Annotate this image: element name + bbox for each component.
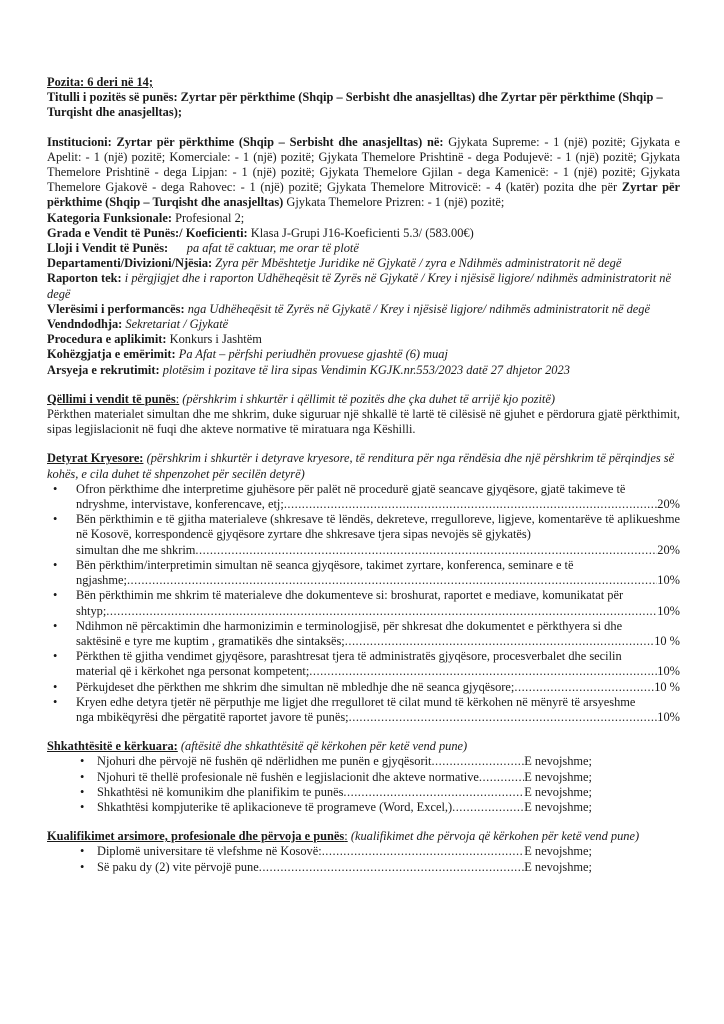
- bullet-icon: •: [53, 481, 58, 496]
- qualifications-list: [47, 844, 680, 874]
- institution-title-1: Zyrtar për përkthime (Shqip – Serbisht dhe anasjelltas) në:: [116, 134, 444, 149]
- qualifications-heading-line: Kualifikimet arsimore, profesionale dhe përvoja e punës: (kualifikimet dhe përvoja që kërkohen për ketë vend pune): [47, 829, 640, 844]
- bullet-icon: •: [53, 649, 58, 664]
- institution-text-1: Gjykata Supreme: - 1 (një) pozitë; Gjykata e Apelit: - 1 (një) pozitë; Komerciale: - 1 (një) pozitë; Gjykata Themelore Prishtinë - dega Podujevë: - 1 (një) pozitë; Gjykata Themelore Prishtinë - dega Lipjan: - 1 (një) pozitë; Gjykata Themelore Gjilan - dega Kamenicë: - 1 (një) pozitë; Gjykata Themelore Gjakovë - dega Rahovec: - 1 (një) pozitë; Gjykata Themelore Mitrovicë: - 4 (katër) pozita dhe për: [47, 134, 681, 195]
- field-procedure: Procedura e aplikimit: Konkurs i Jashtëm: [47, 332, 262, 347]
- field-type: Lloji i Vendit të Punës: pa afat të caktuar, me orar të plotë: [47, 241, 359, 256]
- skills-heading-line: Shkathtësitë e kërkuara: (aftësitë dhe shkathtësitë që kërkohen për ketë vend pune): [47, 739, 468, 754]
- duty-percent: 10%: [657, 709, 680, 724]
- duty-item: • Bën përkthimin e të gjitha materialeve (shkresave të lëndës, dekreteve, rregulloreve, ligjeve, komentarëve të aplikueshme në Kosovë, korrespondencë gjyqësore zyrtare dhe shkresave tjera sipas nevojës së gjykatës) simultan dhe me shkrim ..... 20%: [47, 512, 680, 558]
- bullet-icon: •: [53, 694, 58, 709]
- bullet-icon: •: [80, 769, 85, 784]
- qualification-item: • Së paku dy (2) vite përvojë pune ..... E nevojshme;: [47, 860, 592, 875]
- bullet-icon: •: [80, 754, 85, 769]
- duty-percent: 20%: [657, 497, 680, 512]
- job-fields: [47, 211, 680, 378]
- duty-percent: 10%: [657, 573, 680, 588]
- duty-item: • Kryen edhe detyra tjetër në përputhje me ligjet dhe rregulloret të cilat mund të kërkohen në mënyrë të arsyeshme nga mbikëqyrësi dhe përgatitë raportet javore të punës; ..... 10%: [47, 695, 680, 725]
- purpose-text: Përkthen materialet simultan dhe me shkrim, duke siguruar një shkallë të lartë të cilësisë në gjuhet e përdorura gjatë përkthimit, sipas legjislacionit në fuqi dhe akteve normative të miratuara nga Këshilli.: [47, 407, 680, 437]
- bullet-icon: •: [80, 859, 85, 874]
- duty-percent: 10%: [657, 603, 680, 618]
- duties-heading-line: Detyrat Kryesore: (përshkrim i shkurtër i detyrave kryesore, të renditura për nga rëndësia dhe një përshkrim të përqindjes së kohës, e cila duhet të shpenzohet për secilën detyrë): [47, 451, 675, 481]
- qualifications-section: [47, 829, 680, 875]
- field-grade: Grada e Vendit të Punës:/ Koeficienti: Klasa J-Grupi J16-Koeficienti 5.3/ (583.00€): [47, 225, 474, 240]
- purpose-heading-line: Qëllimi i vendit të punës: (përshkrim i shkurtër i qëllimit të pozitës dhe çka duhet të arrijë kjo pozitë): [47, 391, 555, 406]
- institution-paragraph: [47, 135, 680, 211]
- purpose-section: [47, 392, 680, 438]
- duties-section: [47, 451, 680, 725]
- requirement-level: E nevojshme;: [524, 769, 592, 784]
- duty-percent: 10%: [657, 664, 680, 679]
- field-reason: Arsyeja e rekrutimit: plotësim i pozitave të lira sipas Vendimin KGJK.nr.553/2023 datë 27 dhjetor 2023: [47, 362, 570, 377]
- bullet-icon: •: [80, 784, 85, 799]
- skill-item: • Shkathtësi në komunikim dhe planifikim te punës ..... E nevojshme;: [47, 785, 592, 800]
- duty-percent: 10 %: [654, 679, 680, 694]
- duty-item: • Përkujdeset dhe përkthen me shkrim dhe simultan në mbledhje dhe në seanca gjyqësore; ..... 10 %: [47, 680, 680, 695]
- document-page: [47, 75, 680, 875]
- duty-item: • Ndihmon në përcaktimin dhe harmonizimin e terminologjisë, për shkresat dhe dokumentet e përkthyera si dhe saktësinë e tyre me kuptim , gramatikës dhe sintaksës; ..... 10 %: [47, 619, 680, 649]
- field-reports-to: Raporton tek: i përgjigjet dhe i raporton Udhëheqësit të Zyrës në Gjykatë / Krey i njësisë ligjore/ ndihmës administratorit në degë: [47, 271, 671, 301]
- field-location: Vendndodhja: Sekretariat / Gjykatë: [47, 317, 229, 332]
- duty-percent: 10 %: [654, 633, 680, 648]
- field-duration: Kohëzgjatja e emërimit: Pa Afat – përfshi periudhën provuese gjashtë (6) muaj: [47, 347, 448, 362]
- duties-list: [47, 482, 680, 725]
- duty-percent: 20%: [657, 542, 680, 557]
- requirement-level: E nevojshme;: [524, 859, 592, 874]
- requirement-level: E nevojshme;: [524, 799, 592, 814]
- skills-section: [47, 739, 680, 815]
- skills-list: [47, 754, 680, 815]
- requirement-level: E nevojshme;: [524, 844, 592, 859]
- skill-item: • Shkathtësi kompjuterike të aplikacioneve të programeve (Word, Excel,) ..... E nevojshme;: [47, 800, 592, 815]
- bullet-icon: •: [53, 512, 58, 527]
- duty-item: • Bën përkthimin me shkrim të materialeve dhe dokumenteve si: broshurat, raportet e mediave, komunikatat për shtyp; ..... 10%: [47, 588, 680, 618]
- institution-text-2: Gjykata Themelore Prizren: - 1 (një) pozitë;: [286, 195, 505, 210]
- duty-item: • Ofron përkthime dhe interpretime gjuhësore për palët në procedurë gjatë seancave gjyqësore, gjatë takimeve të ndryshme, intervistave, konferencave, etj; ..... 20%: [47, 482, 680, 512]
- bullet-icon: •: [80, 799, 85, 814]
- field-performance: Vlerësimi i performancës: nga Udhëheqësit të Zyrës në Gjykatë / Krey i njësisë ligjore/ ndihmës administratorit në degë: [47, 301, 651, 316]
- qualification-item: • Diplomë universitare të vlefshme në Kosovë: ..... E nevojshme;: [47, 844, 592, 859]
- bullet-icon: •: [80, 844, 85, 859]
- job-title: Titulli i pozitës së punës: Zyrtar për përkthime (Shqip – Serbisht dhe anasjelltas) dhe Zyrtar për përkthime (Shqip – Turqisht dhe anasjelltas);: [47, 90, 663, 120]
- bullet-icon: •: [53, 557, 58, 572]
- bullet-icon: •: [53, 588, 58, 603]
- requirement-level: E nevojshme;: [524, 784, 592, 799]
- requirement-level: E nevojshme;: [524, 754, 592, 769]
- bullet-icon: •: [53, 618, 58, 633]
- field-category: Kategoria Funksionale: Profesional 2;: [47, 210, 245, 225]
- duty-item: • Përkthen të gjitha vendimet gjyqësore, parashtresat tjera të administratës gjyqësore, procesverbalet dhe secilin material që i kërkohet nga personat kompetent; ..... 10%: [47, 649, 680, 679]
- skill-item: • Njohuri dhe përvojë në fushën që ndërlidhen me punën e gjyqësorit ..... E nevojshme;: [47, 754, 592, 769]
- institution-label: Institucioni:: [47, 134, 112, 149]
- duty-item: • Bën përkthim/interpretimin simultan në seanca gjyqësore, takimet zyrtare, konferenca, seminare e të ngjashme; ..... 10%: [47, 558, 680, 588]
- skill-item: • Njohuri të thellë profesionale në fushën e legjislacionit dhe akteve normative ..... E nevojshme;: [47, 770, 592, 785]
- bullet-icon: •: [53, 679, 58, 694]
- position-range: Pozita: 6 deri në 14;: [47, 75, 153, 89]
- institution-title-2: Zyrtar për përkthime (Shqip – Turqisht dhe anasjelltas): [47, 180, 680, 210]
- field-department: Departamenti/Divizioni/Njësia: Zyra për Mbështetje Juridike në Gjykatë / zyra e Ndihmës administratorit në degë: [47, 256, 622, 271]
